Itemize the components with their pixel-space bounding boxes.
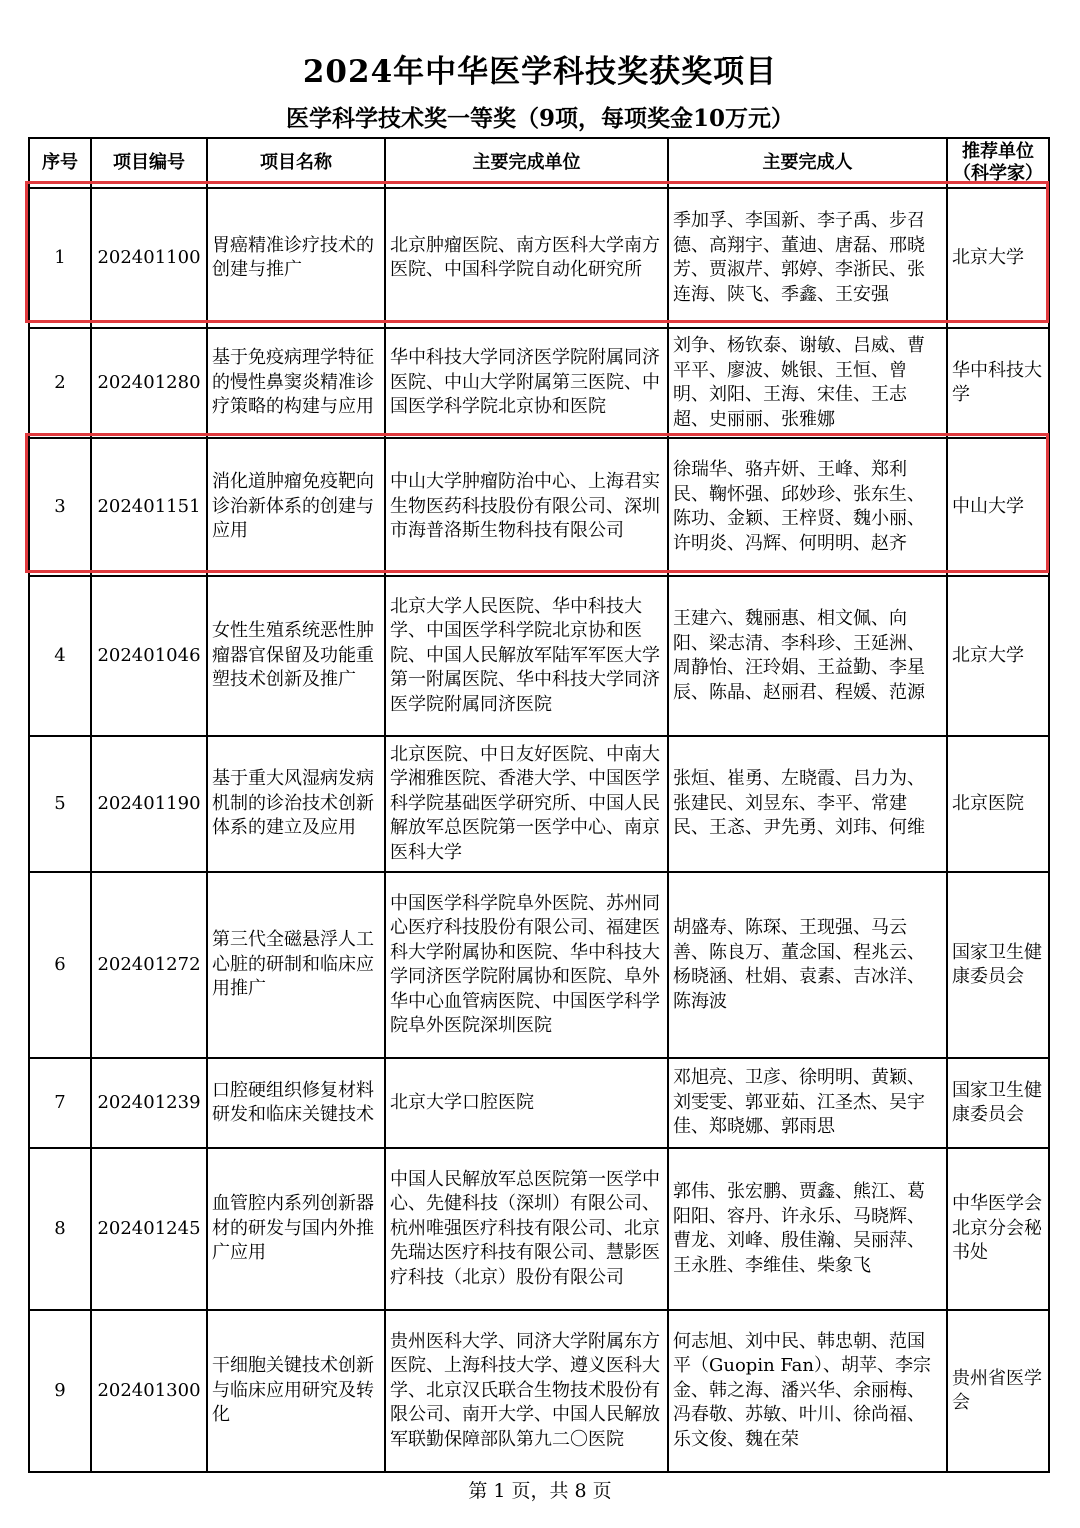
cell-recommender: 北京大学 <box>947 188 1049 328</box>
table-row <box>29 438 1049 576</box>
cell-people: 徐瑞华、骆卉妍、王峰、郑利民、鞠怀强、邱妙珍、张东生、陈功、金颖、王梓贤、魏小丽、许明炎、冯辉、何明明、赵齐 <box>668 438 947 576</box>
cell-seq: 8 <box>29 1148 91 1310</box>
cell-people: 邓旭亮、卫彦、徐明明、黄颖、刘雯雯、郭亚茹、江圣杰、吴宇佳、郑晓娜、郭雨思 <box>668 1058 947 1148</box>
cell-name: 血管腔内系列创新器材的研发与国内外推广应用 <box>207 1148 385 1310</box>
cell-seq: 4 <box>29 576 91 736</box>
cell-code: 202401046 <box>91 576 207 736</box>
cell-code: 202401272 <box>91 872 207 1058</box>
cell-recommender: 国家卫生健康委员会 <box>947 872 1049 1058</box>
header-recommender: 推荐单位（科学家） <box>947 138 1049 188</box>
header-name: 项目名称 <box>207 138 385 188</box>
cell-people: 郭伟、张宏鹏、贾鑫、熊江、葛阳阳、容丹、许永乐、马晓辉、曹龙、刘峰、殷佳瀚、吴丽萍、王永胜、李维佳、柴象飞 <box>668 1148 947 1310</box>
cell-seq: 9 <box>29 1310 91 1472</box>
cell-name: 女性生殖系统恶性肿瘤器官保留及功能重塑技术创新及推广 <box>207 576 385 736</box>
cell-seq: 6 <box>29 872 91 1058</box>
header-code: 项目编号 <box>91 138 207 188</box>
cell-code: 202401245 <box>91 1148 207 1310</box>
cell-code: 202401239 <box>91 1058 207 1148</box>
cell-recommender: 贵州省医学会 <box>947 1310 1049 1472</box>
table-row <box>29 1310 1049 1472</box>
header-people: 主要完成人 <box>668 138 947 188</box>
cell-units: 北京医院、中日友好医院、中南大学湘雅医院、香港大学、中国医学科学院基础医学研究所、中国人民解放军总医院第一医学中心、南京医科大学 <box>385 736 668 872</box>
header-seq: 序号 <box>29 138 91 188</box>
cell-name: 消化道肿瘤免疫靶向诊治新体系的创建与应用 <box>207 438 385 576</box>
cell-code: 202401151 <box>91 438 207 576</box>
cell-seq: 2 <box>29 328 91 438</box>
cell-units: 北京大学口腔医院 <box>385 1058 668 1148</box>
table-row <box>29 576 1049 736</box>
cell-people: 何志旭、刘中民、韩忠朝、范国平（Guopin Fan）、胡苹、李宗金、韩之海、潘兴华、余丽梅、冯春敬、苏敏、叶川、徐尚福、乐文俊、魏在荣 <box>668 1310 947 1472</box>
cell-name: 基于重大风湿病发病机制的诊治技术创新体系的建立及应用 <box>207 736 385 872</box>
awards-table <box>28 137 1050 1473</box>
cell-people: 胡盛寿、陈琛、王现强、马云善、陈良万、董念国、程兆云、杨晓涵、杜娟、袁素、吉冰洋、陈海波 <box>668 872 947 1058</box>
cell-recommender: 华中科技大学 <box>947 328 1049 438</box>
page-footer: 第 1 页，共 8 页 <box>468 1480 612 1502</box>
cell-units: 中国人民解放军总医院第一医学中心、先健科技（深圳）有限公司、杭州唯强医疗科技有限公司、北京先瑞达医疗科技有限公司、慧影医疗科技（北京）股份有限公司 <box>385 1148 668 1310</box>
table-row <box>29 188 1049 328</box>
table-row <box>29 872 1049 1058</box>
cell-units: 贵州医科大学、同济大学附属东方医院、上海科技大学、遵义医科大学、北京汉氏联合生物技术股份有限公司、南开大学、中国人民解放军联勤保障部队第九二〇医院 <box>385 1310 668 1472</box>
cell-seq: 5 <box>29 736 91 872</box>
cell-name: 口腔硬组织修复材料研发和临床关键技术 <box>207 1058 385 1148</box>
page-subtitle: 医学科学技术奖一等奖（9项，每项奖金10万元） <box>285 105 794 132</box>
cell-seq: 1 <box>29 188 91 328</box>
table-header-row <box>29 138 1049 188</box>
cell-recommender: 北京大学 <box>947 576 1049 736</box>
cell-recommender: 中华医学会北京分会秘书处 <box>947 1148 1049 1310</box>
cell-units: 华中科技大学同济医学院附属同济医院、中山大学附属第三医院、中国医学科学院北京协和医院 <box>385 328 668 438</box>
page-title: 2024年中华医学科技奖获奖项目 <box>302 54 778 90</box>
cell-people: 季加孚、李国新、李子禹、步召德、高翔宇、董迪、唐磊、邢晓芳、贾淑芹、郭婷、李浙民、张连海、陕飞、季鑫、王安强 <box>668 188 947 328</box>
cell-units: 中国医学科学院阜外医院、苏州同心医疗科技股份有限公司、福建医科大学附属协和医院、华中科技大学同济医学院附属协和医院、阜外华中心血管病医院、中国医学科学院阜外医院深圳医院 <box>385 872 668 1058</box>
cell-code: 202401100 <box>91 188 207 328</box>
cell-people: 王建六、魏丽惠、相文佩、向阳、梁志清、李科珍、王延洲、周静怡、汪玲娟、王益勤、李星辰、陈晶、赵丽君、程媛、范源 <box>668 576 947 736</box>
cell-people: 刘争、杨钦泰、谢敏、吕威、曹平平、廖波、姚银、王恒、曾明、刘阳、王海、宋佳、王志超、史丽丽、张雅娜 <box>668 328 947 438</box>
cell-people: 张烜、崔勇、左晓霞、吕力为、张建民、刘昱东、李平、常建民、王忞、尹先勇、刘玮、何维 <box>668 736 947 872</box>
cell-seq: 3 <box>29 438 91 576</box>
cell-name: 第三代全磁悬浮人工心脏的研制和临床应用推广 <box>207 872 385 1058</box>
cell-recommender: 北京医院 <box>947 736 1049 872</box>
table-row <box>29 1058 1049 1148</box>
cell-name: 胃癌精准诊疗技术的创建与推广 <box>207 188 385 328</box>
cell-code: 202401300 <box>91 1310 207 1472</box>
cell-units: 中山大学肿瘤防治中心、上海君实生物医药科技股份有限公司、深圳市海普洛斯生物科技有限公司 <box>385 438 668 576</box>
cell-recommender: 国家卫生健康委员会 <box>947 1058 1049 1148</box>
table-row <box>29 736 1049 872</box>
cell-recommender: 中山大学 <box>947 438 1049 576</box>
cell-units: 北京大学人民医院、华中科技大学、中国医学科学院北京协和医院、中国人民解放军陆军军医大学第一附属医院、华中科技大学同济医学院附属同济医院 <box>385 576 668 736</box>
table-row <box>29 1148 1049 1310</box>
cell-seq: 7 <box>29 1058 91 1148</box>
table-row <box>29 328 1049 438</box>
cell-code: 202401280 <box>91 328 207 438</box>
cell-name: 基于免疫病理学特征的慢性鼻窦炎精准诊疗策略的构建与应用 <box>207 328 385 438</box>
header-units: 主要完成单位 <box>385 138 668 188</box>
cell-name: 干细胞关键技术创新与临床应用研究及转化 <box>207 1310 385 1472</box>
cell-code: 202401190 <box>91 736 207 872</box>
cell-units: 北京肿瘤医院、南方医科大学南方医院、中国科学院自动化研究所 <box>385 188 668 328</box>
